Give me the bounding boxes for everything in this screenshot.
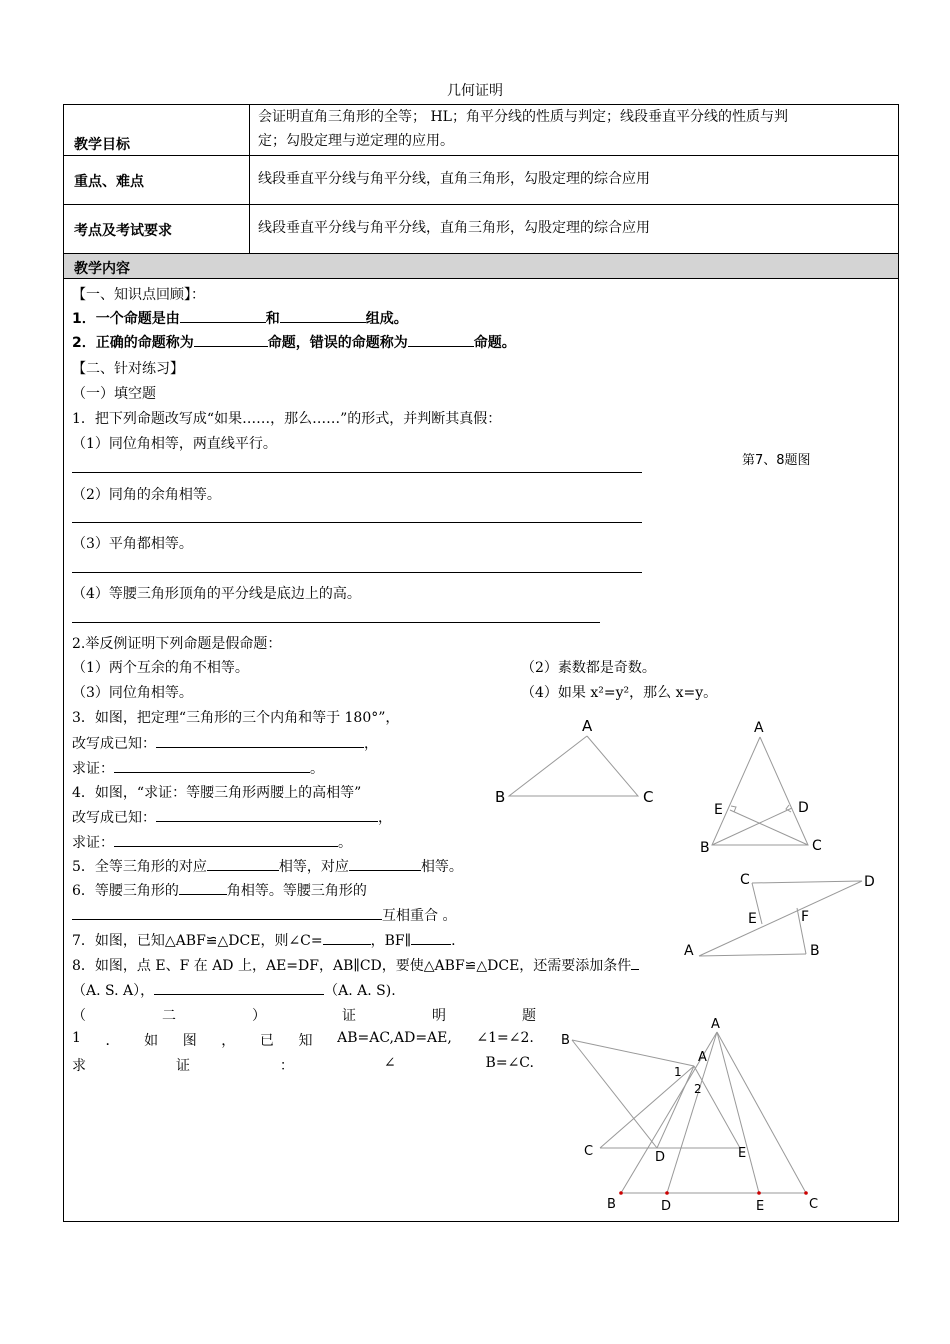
text-fragment: 改写成已知： (72, 736, 156, 752)
text-fragment: ， (378, 810, 392, 826)
text-fragment: （A. S. A）， (72, 983, 155, 999)
text-fragment: 已 (259, 1033, 274, 1049)
segment-ac (717, 1032, 806, 1193)
text-fragment: （A. A. S). (324, 983, 396, 999)
text-fragment: ， (221, 1033, 236, 1049)
problem-2: 2.举反例证明下列命题是假命题： (72, 636, 282, 652)
text-fragment: 1．一个命题是由 (72, 311, 180, 327)
figure-caption-7-8: 第7、8题图 (742, 453, 811, 468)
text-fragment: 图 (182, 1033, 197, 1049)
quad-label-d: D (864, 874, 875, 890)
text-fragment: 证 (342, 1008, 356, 1024)
text-fragment: 求 (72, 1058, 86, 1074)
point-marker (665, 1191, 669, 1195)
quad-label-b: B (810, 943, 820, 959)
triangle-1-outline (509, 736, 638, 796)
big-label-d2: D (655, 1150, 666, 1165)
problem-1: 1．把下列命题改写成“如果……，那么……”的形式，并判断其真假： (72, 411, 502, 427)
exam-text: 线段垂直平分线与角平分线，直角三角形，勾股定理的综合应用 (258, 220, 650, 236)
problem-1-2: （2）同角的余角相等。 (72, 487, 221, 503)
big-label-c2: C (584, 1144, 594, 1159)
tri1-label-c: C (643, 788, 654, 806)
tri2-label-d: D (798, 800, 809, 816)
text-fragment: 求证： (72, 761, 114, 777)
text-fragment: 和 (265, 311, 280, 327)
text-fragment: 知 (298, 1033, 313, 1049)
segment-ab (699, 954, 806, 956)
isosceles-altitudes-figure (712, 737, 808, 845)
goal-label: 教学目标 (74, 137, 130, 153)
tri2-label-c: C (812, 838, 822, 854)
quad-label-a: A (684, 943, 694, 959)
text-fragment: 求证： (72, 835, 114, 851)
text-fragment: 8．如图，点 E、F 在 AD 上，AE=DF，AB∥CD，要使△ABF≌△DCE，还需要添加条件 (72, 958, 632, 974)
point-marker (804, 1191, 808, 1195)
proof-figure (572, 1032, 806, 1193)
big-label-d: D (661, 1199, 672, 1214)
text-fragment: 相等，对应 (278, 859, 349, 875)
text-fragment: 相等。 (420, 859, 463, 875)
text-fragment: 明 (432, 1008, 446, 1024)
segment-b2a2 (572, 1040, 694, 1066)
triangle-2-outline (712, 737, 808, 845)
big-label-2: 2 (694, 1082, 702, 1096)
triangle-abc-figure (509, 736, 638, 796)
big-label-e2: E (738, 1146, 747, 1161)
key-text: 线段垂直平分线与角平分线，直角三角形，勾股定理的综合应用 (258, 171, 650, 187)
text-fragment: 。 (310, 761, 324, 777)
big-label-b: B (607, 1197, 616, 1212)
point-marker (619, 1191, 623, 1195)
section1-heading: 【一、知识点回顾】： (72, 287, 205, 303)
text-fragment: B=∠C. (485, 1055, 534, 1071)
big-label-a2: A (698, 1050, 707, 1065)
text-fragment: 证 (175, 1058, 190, 1074)
quad-label-c: C (740, 872, 750, 888)
tri2-label-b: B (700, 840, 710, 856)
text-fragment: 组成。 (365, 311, 408, 327)
point-marker (757, 1191, 761, 1195)
text-fragment: 1 (72, 1030, 81, 1046)
text-fragment: 如 (144, 1033, 159, 1049)
big-label-c: C (809, 1197, 819, 1212)
segment-ad (667, 1032, 717, 1193)
segment-cd (752, 881, 862, 883)
quad-label-e: E (748, 911, 757, 927)
tri1-label-a: A (582, 717, 593, 735)
text-fragment: ，BF∥ (370, 933, 412, 949)
text-fragment: ∠1=∠2. (476, 1030, 534, 1046)
big-label-a: A (711, 1017, 720, 1032)
figure-7-8 (699, 881, 862, 956)
segment-ae (717, 1032, 759, 1193)
segment-a2e2 (694, 1066, 740, 1148)
text-fragment: 5．全等三角形的对应 (72, 859, 207, 875)
text-fragment: 6．等腰三角形的 (72, 883, 179, 899)
text-fragment: 二 (162, 1008, 176, 1024)
tri2-label-a: A (754, 720, 764, 736)
key-label: 重点、难点 (74, 174, 144, 190)
text-fragment: AB=AC,AD=AE, (337, 1030, 452, 1046)
page-title: 几何证明 (447, 83, 503, 99)
segment-ad (699, 881, 862, 956)
goal-line-1: 会证明直角三角形的全等； HL；角平分线的性质与判定；线段垂直平分线的性质与判 (258, 109, 788, 125)
problem-4: 4．如图，“求证：等腰三角形两腰上的高相等” (72, 785, 362, 801)
big-label-1: 1 (674, 1065, 682, 1079)
text-fragment: 互相重合 。 (382, 908, 457, 924)
text-fragment: ： (279, 1058, 294, 1074)
altitude-ce (730, 810, 808, 845)
fill-in-heading: （一）填空题 (72, 386, 156, 402)
text-fragment: 2．正确的命题称为 (72, 335, 194, 351)
text-fragment: 改写成已知： (72, 810, 156, 826)
text-fragment: ， (364, 736, 378, 752)
text-fragment: ） (252, 1008, 266, 1024)
problem-2-4: （4）如果 x²=y²，那么 x=y。 (521, 685, 718, 701)
goal-line-2: 定；勾股定理与逆定理的应用。 (258, 133, 454, 149)
big-label-b2: B (561, 1033, 570, 1048)
text-fragment: 命题。 (473, 335, 516, 351)
exam-label: 考点及考试要求 (74, 223, 172, 239)
problem-2-3: （3）同位角相等。 (72, 685, 193, 701)
problem-1-1: （1）同位角相等，两直线平行。 (72, 436, 277, 452)
altitude-bd (712, 808, 792, 845)
text-fragment: . (451, 933, 456, 949)
section2-heading: 【二、针对练习】 (72, 361, 184, 377)
text-fragment: 题 (522, 1008, 536, 1024)
text-fragment: （ (72, 1008, 86, 1024)
text-fragment: 7．如图，已知△ABF≌△DCE，则∠C= (72, 933, 323, 949)
big-label-e: E (756, 1199, 765, 1214)
text-fragment: 角相等。等腰三角形的 (226, 883, 367, 899)
text-fragment: 。 (338, 835, 352, 851)
problem-1-4: （4）等腰三角形顶角的平分线是底边上的高。 (72, 586, 361, 602)
tri2-label-e: E (714, 802, 723, 818)
problem-1-3: （3）平角都相等。 (72, 536, 193, 552)
text-fragment: ∠ (383, 1055, 396, 1071)
segment-b2d2 (572, 1040, 657, 1148)
problem-2-1: （1）两个互余的角不相等。 (72, 660, 249, 676)
tri1-label-b: B (495, 788, 506, 806)
text-fragment: 命题，错误的命题称为 (267, 335, 408, 351)
problem-3: 3．如图，把定理“三角形的三个内角和等于 180°”， (72, 710, 400, 726)
quad-label-f: F (801, 909, 810, 925)
problem-2-2: （2）素数都是奇数。 (521, 660, 656, 676)
text-fragment: ． (105, 1033, 120, 1049)
content-label: 教学内容 (74, 261, 130, 277)
